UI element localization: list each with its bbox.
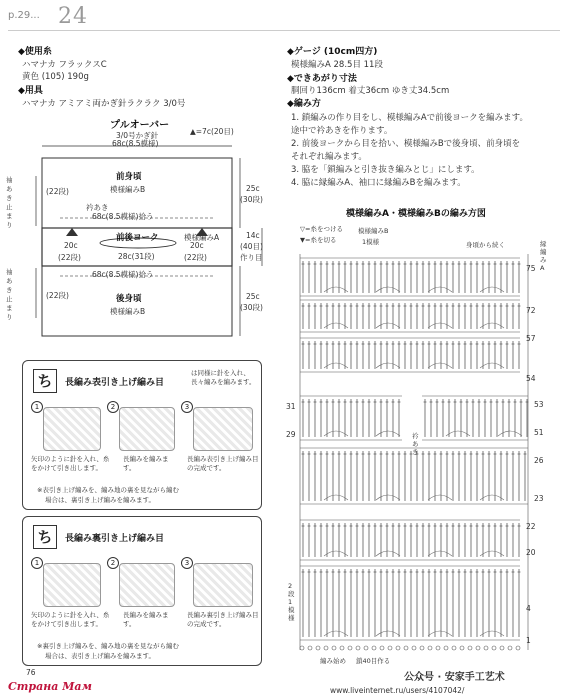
chart-arc — [428, 323, 452, 328]
front-body-label: 前身頃 — [116, 172, 142, 182]
schematic-title: プルオーバー — [110, 120, 170, 131]
yoke-height-rows: (40目) — [240, 242, 263, 251]
step-text: 長編み表引き上げ編み目の完成です。 — [187, 455, 259, 472]
chart-arc — [324, 495, 348, 500]
wechat-watermark: 公众号 · 安家手工艺术 — [404, 672, 505, 683]
chart-chain — [508, 646, 512, 650]
stitch-footnote: 場合は、裏引き上げ編みを編みます。 — [45, 496, 155, 504]
chart-from-body: 身頃から続く — [466, 241, 505, 249]
site-logo: Страна Мам — [8, 680, 92, 693]
stitch-symbol: ち — [33, 525, 57, 549]
page-number: 24 — [58, 4, 88, 29]
step-number: 1 — [31, 557, 43, 569]
yoke-start: 作り目 — [240, 253, 263, 262]
chart-arc — [324, 323, 348, 328]
chart-chain — [300, 646, 304, 650]
back-pattern: 模様編みB — [110, 307, 146, 316]
step-text: 矢印のように針を入れ、糸をかけて引き出します。 — [31, 611, 110, 628]
chart-title: 模様編みA・模様編みBの編み方図 — [346, 209, 486, 219]
method-step: 1. 鎖編みの作り目をし、模様編みAで前後ヨークを編みます。 — [291, 113, 528, 123]
chart-chain — [324, 646, 328, 650]
size-value: 胴回り136cm 着丈36cm ゆき丈34.5cm — [291, 86, 450, 96]
chart-chain — [388, 646, 392, 650]
method-step: 3. 脇を「鎖編みと引き抜き編みとじ」にします。 — [291, 165, 480, 175]
stitch-footnote: ※表引き上げ編みを、編み地の裏を見ながら編む — [37, 486, 179, 494]
method-step: 4. 脇に縁編みA、袖口に縁編みBを編みます。 — [291, 178, 466, 188]
chart-arc — [428, 287, 452, 292]
chart-arc — [480, 551, 504, 556]
chart-arc — [376, 495, 400, 500]
row-label: 20 — [526, 548, 536, 557]
row-label: 22 — [526, 522, 536, 531]
stitch-symbol: ち — [33, 369, 57, 393]
schematic-hook: 3/0号かぎ針 — [116, 131, 159, 140]
neck-label: 衿あき — [86, 203, 109, 212]
chart-chain — [396, 646, 400, 650]
chart-chain — [476, 646, 480, 650]
method-step: 2. 前後ヨークから目を拾い、模様編みBで後身頃、前身頃を — [291, 139, 521, 149]
chart-arc — [480, 631, 504, 636]
legend-cut: ▼=糸を切る — [300, 236, 337, 244]
right-bottom-rows: (30段) — [240, 303, 263, 312]
right-top-dim: 25c — [246, 184, 260, 193]
chart-chain — [332, 646, 336, 650]
chart-arc — [428, 495, 452, 500]
yoke-pattern: 模様編みA — [184, 233, 220, 242]
row-label: 29 — [286, 430, 296, 439]
yoke-height: 14c — [246, 231, 260, 240]
row-label: 26 — [534, 456, 544, 465]
row-label: 51 — [534, 428, 544, 437]
chart-chain — [452, 646, 456, 650]
chart-arc — [376, 323, 400, 328]
back-body-label: 後身頃 — [116, 294, 142, 304]
chart-neck: 衿あき — [412, 432, 419, 456]
step-text: 長編みを編みます。 — [123, 455, 169, 472]
page-prefix: p.29... — [8, 10, 40, 21]
chart-chain — [484, 646, 488, 650]
chart-chain — [316, 646, 320, 650]
stitch-footnote: ※裏引き上げ編みを、編み地の裏を見ながら編む — [37, 642, 179, 650]
stitch-footnote: 場合は、表引き上げ編みを編みます。 — [45, 652, 155, 660]
chart-chain — [412, 646, 416, 650]
legend-attach: ▽=糸をつける — [300, 225, 343, 233]
chart-chain — [428, 646, 432, 650]
chart-two-rows: 2段1模様 — [288, 582, 295, 622]
chart-start-chain: 鎖40目作る — [356, 657, 391, 665]
chart-arc — [498, 431, 522, 436]
chart-chain — [460, 646, 464, 650]
method-heading: ◆編み方 — [287, 99, 321, 109]
chart-edge-a: 縁編みA — [540, 240, 547, 272]
chart-chain — [340, 646, 344, 650]
right-bottom-dim: 25c — [246, 292, 260, 301]
chart-arc — [480, 363, 504, 368]
yoke-label: 前後ヨーク — [116, 233, 159, 243]
row-label: 4 — [526, 604, 531, 613]
step-number: 2 — [107, 401, 119, 413]
chart-chain — [468, 646, 472, 650]
chart-arc — [376, 287, 400, 292]
step-number: 3 — [181, 401, 193, 413]
chart-arc — [324, 551, 348, 556]
gauge-value: 模様編みA 28.5目 11段 — [291, 60, 383, 70]
chart-arc — [428, 631, 452, 636]
chart-chain — [308, 646, 312, 650]
pickup-top: 68c(8.5模様)拾う — [92, 212, 154, 221]
chart-arc — [446, 431, 470, 436]
tools-heading: ◆用具 — [18, 86, 43, 96]
chart-arc — [480, 323, 504, 328]
chart-chain — [364, 646, 368, 650]
chart-arc — [324, 431, 348, 436]
chart-arc — [480, 495, 504, 500]
method-step: それぞれ編みます。 — [291, 152, 367, 162]
right-top-rows: (30段) — [240, 195, 263, 204]
armhole-bottom-label: 袖あき止まり — [6, 268, 13, 321]
row-label: 72 — [526, 306, 536, 315]
step-number: 2 — [107, 557, 119, 569]
chart-chain — [500, 646, 504, 650]
chart-arc — [324, 631, 348, 636]
yoke-left: 20c — [64, 241, 78, 250]
yarn-name: ハマナカ フラックスC — [22, 60, 107, 70]
gauge-heading: ◆ゲージ (10cm四方) — [287, 47, 378, 57]
pickup-bottom: 68c(8.5模様)拾う — [92, 270, 154, 279]
chart-arc — [376, 551, 400, 556]
back-rows: (22段) — [46, 291, 69, 300]
chart-arc — [428, 551, 452, 556]
chart-chain — [444, 646, 448, 650]
chart-chain — [404, 646, 408, 650]
row-label: 23 — [534, 494, 544, 503]
yoke-left-rows: (22段) — [58, 253, 81, 262]
step-text: 長編みを編みます。 — [123, 611, 169, 628]
yarn-heading: ◆使用糸 — [18, 47, 52, 57]
yoke-right: 20c — [190, 241, 204, 250]
row-label: 31 — [286, 402, 296, 411]
front-pattern: 模様編みB — [110, 185, 146, 194]
row-label: 1 — [526, 636, 531, 645]
front-rows: (22段) — [46, 187, 69, 196]
row-label: 75 — [526, 264, 536, 273]
chart-arc — [376, 431, 400, 436]
chart-arc — [376, 363, 400, 368]
size-heading: ◆できあがり寸法 — [287, 74, 357, 84]
step-text: 長編み裏引き上げ編み目の完成です。 — [187, 611, 259, 628]
chart-chain — [436, 646, 440, 650]
chart-arc — [376, 631, 400, 636]
row-label: 57 — [526, 334, 536, 343]
row-label: 53 — [534, 400, 544, 409]
chart-pattern-b: 模様編みB — [358, 227, 389, 235]
yarn-color: 黄色 (105) 190g — [22, 72, 89, 82]
chart-chain — [380, 646, 384, 650]
yoke-right-rows: (22段) — [184, 253, 207, 262]
chart-chain — [492, 646, 496, 650]
stitch-title: 長編み裏引き上げ編み目 — [65, 534, 165, 544]
yoke-chain: 28c(31段) — [118, 252, 155, 261]
chart-arc — [428, 363, 452, 368]
chart-arc — [324, 363, 348, 368]
armhole-top-label: 袖あき止まり — [6, 176, 13, 229]
chart-start: 編み始め — [320, 657, 346, 665]
step-number: 3 — [181, 557, 193, 569]
tools-name: ハマナカ アミアミ両かぎ針ラクラク 3/0号 — [22, 99, 186, 109]
stitch-note: は同様に針を入れ、長々編みを編みます。 — [191, 369, 256, 386]
row-label: 54 — [526, 374, 536, 383]
chart-one-repeat: 1模様 — [362, 238, 380, 246]
chart-arc — [480, 287, 504, 292]
step-number: 1 — [31, 401, 43, 413]
step-text: 矢印のように針を入れ、糸をかけて引き出します。 — [31, 455, 110, 472]
chart-chain — [348, 646, 352, 650]
chart-chain — [420, 646, 424, 650]
method-step: 途中で衿あきを作ります。 — [291, 126, 393, 136]
top-width: 68c(8.5模様) — [112, 139, 159, 148]
chart-chain — [372, 646, 376, 650]
page-footer-number: 76 — [26, 668, 36, 677]
triangle-note: ▲=7c(20目) — [190, 127, 234, 136]
chart-chain — [516, 646, 520, 650]
chart-arc — [324, 287, 348, 292]
stitch-title: 長編み表引き上げ編み目 — [65, 378, 165, 388]
chart-chain — [356, 646, 360, 650]
source-url: www.liveinternet.ru/users/4107042/ — [330, 686, 465, 695]
